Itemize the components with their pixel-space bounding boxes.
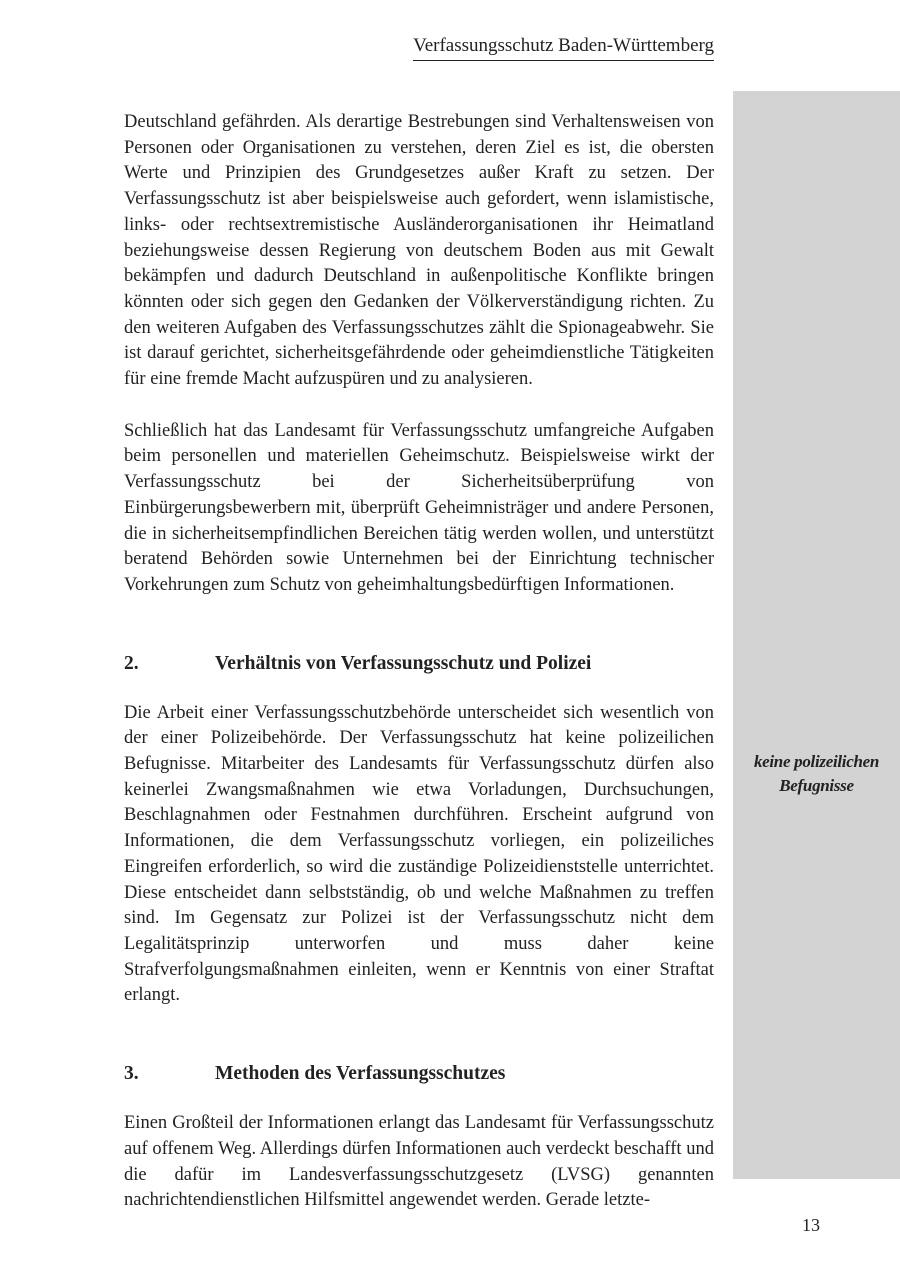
- running-header: Verfassungsschutz Baden-Württemberg: [413, 34, 714, 61]
- margin-note-line-2: Befugnisse: [779, 776, 854, 795]
- section-2-title: Verhältnis von Verfassungsschutz und Polizei: [215, 652, 592, 674]
- section-2-number: 2.: [124, 652, 139, 674]
- margin-column: [733, 91, 900, 1179]
- page-number: 13: [802, 1215, 820, 1235]
- paragraph-2: Schließlich hat das Landesamt für Verfassungsschutz umfangreiche Aufgaben beim personellen und materiellen Geheimschutz. Beispielsweise wirkt der Verfassungsschutz bei der Sicherheitsüberprüfung von Einbürgerungsbewerbern mit, überprüft Geheimnisträger und andere Personen, die in sicherheitsempfindlichen Bereichen tätig werden wollen, und unterstützt beratend Behörden sowie Unternehmen bei der Einrichtung technischer Vorkehrungen zum Schutz von geheimhaltungsbedürftigen Informationen.: [124, 420, 714, 595]
- section-2-heading: [124, 651, 714, 677]
- section-3-heading: [124, 1061, 714, 1087]
- main-text: [124, 110, 714, 1214]
- section-3-paragraph: Einen Großteil der Informationen erlangt das Landesamt für Verfassungsschutz auf offenem Weg. Allerdings dürfen Informationen auch verdeckt beschafft und die dafür im Landesverfassungsschutzgesetz (LVSG) genannten nachrichtendienstlichen Hilfsmittel angewendet werden. Gerade letzte-: [124, 1113, 714, 1211]
- section-3-title: Methoden des Verfassungsschutzes: [215, 1063, 506, 1085]
- paragraph-1: Deutschland gefährden. Als derartige Bestrebungen sind Verhaltensweisen von Personen oder Organisationen zu verstehen, deren Ziel es ist, die obersten Werte und Prinzipien des Grundgesetzes außer Kraft zu setzen. Der Verfassungsschutz ist aber beispielsweise auch gefordert, wenn islamistische, links- oder rechtsextremistische Ausländerorganisationen ihr Heimatland beziehungsweise dessen Regierung von deutschem Boden aus mit Gewalt bekämpfen und dadurch Deutschland in außenpolitische Konflikte bringen könnten oder sich gegen den Gedanken der Völkerverständigung richten. Zu den weiteren Aufgaben des Verfassungsschutzes zählt die Spionageabwehr. Sie ist darauf gerichtet, sicherheitsgefährdende oder geheimdienstliche Tätigkeiten für eine fremde Macht aufzuspüren und zu analysieren.: [124, 112, 714, 390]
- margin-note-line-1: keine polizeilichen: [753, 752, 880, 771]
- section-3-number: 3.: [124, 1063, 139, 1085]
- section-2-paragraph: Die Arbeit einer Verfassungsschutzbehörde unterscheidet sich wesentlich von der einer Polizeibehörde. Der Verfassungsschutz hat keine polizeilichen Befugnisse. Mitarbeiter des Landesamts für Verfassungsschutz dürfen also keinerlei Zwangsmaßnahmen wie etwa Vorladungen, Durchsuchungen, Beschlagnahmen oder Festnahmen durchführen. Erscheint aufgrund von Informationen, die dem Verfassungsschutz vorliegen, ein polizeiliches Eingreifen erforderlich, so wird die zuständige Polizeidienststelle unterrichtet. Diese entscheidet dann selbstständig, ob und welche Maßnahmen zu treffen sind. Im Gegensatz zur Polizei ist der Verfassungsschutz nicht dem Legalitätsprinzip unterworfen und muss daher keine Strafverfolgungsmaßnahmen einleiten, wenn er Kenntnis von einer Straftat erlangt.: [124, 702, 714, 1006]
- margin-note: [733, 750, 900, 798]
